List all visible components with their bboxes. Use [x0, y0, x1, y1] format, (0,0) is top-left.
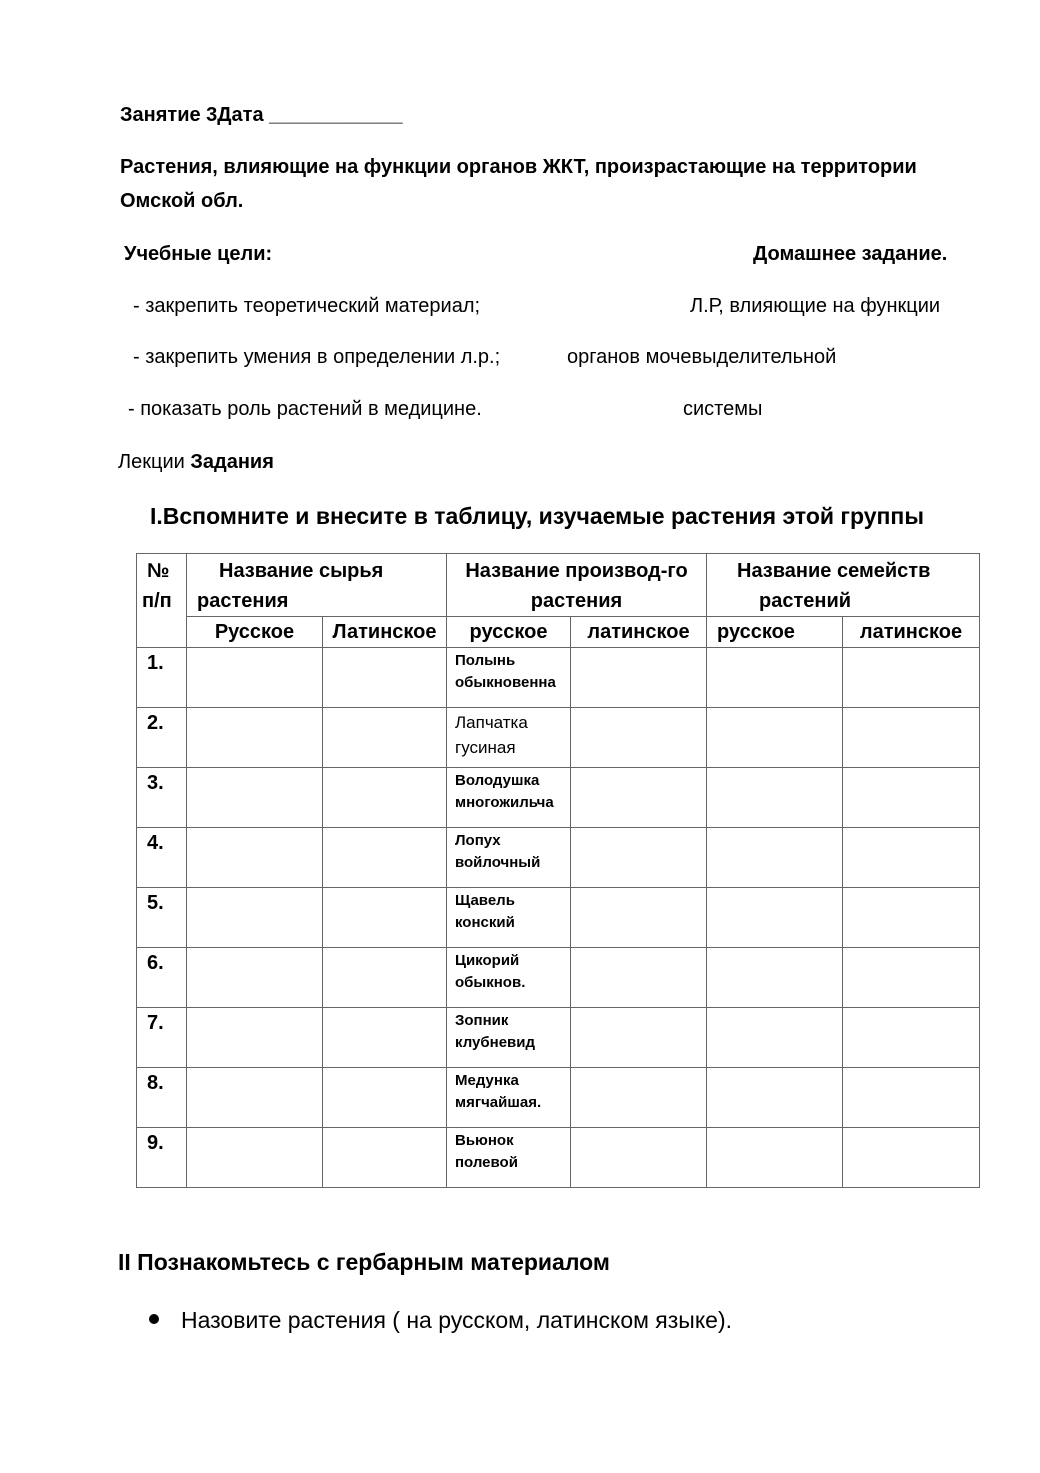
- empty-cell[interactable]: [571, 888, 707, 948]
- subheader-cell: русское: [707, 617, 843, 648]
- page-title-line-2: Омской обл.: [120, 190, 244, 212]
- plant-name-line: Лопух: [455, 832, 501, 849]
- empty-cell[interactable]: [571, 648, 707, 708]
- row-number: 3.: [137, 768, 187, 828]
- header-text: п/п: [142, 590, 172, 612]
- row-number: 9.: [137, 1128, 187, 1188]
- lectures-text: Лекции: [118, 451, 191, 473]
- subheader-cell: латинское: [571, 617, 707, 648]
- empty-cell[interactable]: [187, 888, 323, 948]
- plants-table: [136, 553, 980, 1188]
- plant-name-line: войлочный: [455, 854, 541, 871]
- plant-name-line: гусиная: [455, 738, 516, 757]
- empty-cell[interactable]: [323, 768, 447, 828]
- plant-name-line: Щавель: [455, 892, 515, 909]
- empty-cell[interactable]: [187, 1008, 323, 1068]
- homework-line: органов мочевыделительной: [567, 346, 837, 368]
- header-text: №: [147, 560, 170, 582]
- empty-cell[interactable]: [843, 768, 980, 828]
- plant-name-cell: [447, 1008, 571, 1068]
- empty-cell[interactable]: [323, 948, 447, 1008]
- empty-cell[interactable]: [187, 648, 323, 708]
- table-row: [137, 1128, 980, 1188]
- homework-line: системы: [683, 398, 763, 420]
- empty-cell[interactable]: [707, 1068, 843, 1128]
- table-row: [137, 888, 980, 948]
- empty-cell[interactable]: [707, 1008, 843, 1068]
- section-1-title: I.Вспомните и внесите в таблицу, изучаемые растения этой группы: [150, 503, 924, 529]
- table-row: [137, 828, 980, 888]
- plant-name-line: обыкновенна: [455, 674, 556, 691]
- plant-name-cell: [447, 888, 571, 948]
- col-group-raw-name: [187, 554, 447, 617]
- header-text: растения: [197, 590, 289, 612]
- col-group-product-name: [447, 554, 707, 617]
- col-header-number: [137, 554, 187, 648]
- empty-cell[interactable]: [843, 1008, 980, 1068]
- homework-label: Домашнее задание.: [753, 243, 948, 265]
- empty-cell[interactable]: [187, 948, 323, 1008]
- goal-item: - показать роль растений в медицине.: [128, 398, 482, 420]
- plant-name-line: Лапчатка: [455, 713, 528, 732]
- empty-cell[interactable]: [843, 828, 980, 888]
- subheader-cell: Русское: [187, 617, 323, 648]
- empty-cell[interactable]: [843, 708, 980, 768]
- table-row: [137, 1008, 980, 1068]
- row-number: 6.: [137, 948, 187, 1008]
- empty-cell[interactable]: [707, 768, 843, 828]
- plant-name-line: Медунка: [455, 1072, 519, 1089]
- plant-name-line: клубневид: [455, 1034, 535, 1051]
- empty-cell[interactable]: [571, 1008, 707, 1068]
- plant-name-cell: [447, 768, 571, 828]
- plant-name-line: обыкнов.: [455, 974, 526, 991]
- section-2-title: II Познакомьтесь с гербарным материалом: [118, 1249, 610, 1275]
- empty-cell[interactable]: [187, 1068, 323, 1128]
- empty-cell[interactable]: [571, 768, 707, 828]
- empty-cell[interactable]: [843, 1128, 980, 1188]
- empty-cell[interactable]: [323, 888, 447, 948]
- empty-cell[interactable]: [707, 648, 843, 708]
- empty-cell[interactable]: [843, 948, 980, 1008]
- empty-cell[interactable]: [843, 1068, 980, 1128]
- empty-cell[interactable]: [323, 1008, 447, 1068]
- empty-cell[interactable]: [187, 768, 323, 828]
- empty-cell[interactable]: [323, 1128, 447, 1188]
- plant-name-line: мягчайшая.: [455, 1094, 542, 1111]
- empty-cell[interactable]: [323, 708, 447, 768]
- lectures-line: [118, 451, 274, 474]
- empty-cell[interactable]: [843, 888, 980, 948]
- empty-cell[interactable]: [843, 648, 980, 708]
- header-text: Название сырья: [219, 560, 384, 582]
- empty-cell[interactable]: [571, 828, 707, 888]
- empty-cell[interactable]: [571, 708, 707, 768]
- tasks-text: Задания: [190, 451, 274, 473]
- plant-name-cell: [447, 708, 571, 768]
- page-title-line-1: Растения, влияющие на функции органов ЖКТ, произрастающие на территории: [120, 156, 917, 178]
- empty-cell[interactable]: [571, 1068, 707, 1128]
- table-row: [137, 648, 980, 708]
- subheader-cell: русское: [447, 617, 571, 648]
- col-group-family-name: [707, 554, 980, 617]
- empty-cell[interactable]: [707, 708, 843, 768]
- row-number: 1.: [137, 648, 187, 708]
- table-row: [137, 948, 980, 1008]
- row-number: 8.: [137, 1068, 187, 1128]
- plant-name-line: многожильча: [455, 794, 554, 811]
- goal-item: - закрепить теоретический материал;: [133, 295, 481, 317]
- empty-cell[interactable]: [707, 948, 843, 1008]
- goal-item: - закрепить умения в определении л.р.;: [133, 346, 501, 368]
- empty-cell[interactable]: [707, 1128, 843, 1188]
- empty-cell[interactable]: [707, 828, 843, 888]
- empty-cell[interactable]: [323, 648, 447, 708]
- plant-name-line: конский: [455, 914, 515, 931]
- subheader-cell: латинское: [843, 617, 980, 648]
- empty-cell[interactable]: [187, 708, 323, 768]
- plant-name-cell: [447, 828, 571, 888]
- plant-name-line: Полынь: [455, 652, 516, 669]
- empty-cell[interactable]: [323, 1068, 447, 1128]
- row-number: 4.: [137, 828, 187, 888]
- empty-cell[interactable]: [187, 828, 323, 888]
- plant-name-line: Вьюнок: [455, 1132, 514, 1149]
- goals-label: Учебные цели:: [124, 243, 273, 265]
- plant-name-cell: [447, 948, 571, 1008]
- empty-cell[interactable]: [187, 1128, 323, 1188]
- row-number: 7.: [137, 1008, 187, 1068]
- empty-cell[interactable]: [571, 1128, 707, 1188]
- table-row: [137, 708, 980, 768]
- plant-name-cell: [447, 648, 571, 708]
- header-text: Название семейств: [737, 560, 931, 582]
- empty-cell[interactable]: [707, 888, 843, 948]
- row-number: 2.: [137, 708, 187, 768]
- plant-name-line: полевой: [455, 1154, 518, 1171]
- lesson-date-line: Занятие 3Дата ____________: [120, 104, 403, 126]
- plant-name-cell: [447, 1128, 571, 1188]
- plant-name-line: Зопник: [455, 1012, 509, 1029]
- subheader-cell: Латинское: [323, 617, 447, 648]
- plant-name-line: Цикорий: [455, 952, 520, 969]
- empty-cell[interactable]: [323, 828, 447, 888]
- bullet-item: Назовите растения ( на русском, латинском языке).: [181, 1307, 733, 1333]
- homework-line: Л.Р, влияющие на функции: [690, 295, 941, 317]
- plant-name-line: Володушка: [455, 772, 540, 789]
- bullet-icon: [149, 1314, 159, 1324]
- plant-name-cell: [447, 1068, 571, 1128]
- header-text: растения: [530, 590, 623, 612]
- empty-cell[interactable]: [571, 948, 707, 1008]
- table-row: [137, 768, 980, 828]
- header-text: Название производ-го: [465, 560, 688, 582]
- header-text: растений: [759, 590, 852, 612]
- row-number: 5.: [137, 888, 187, 948]
- table-row: [137, 1068, 980, 1128]
